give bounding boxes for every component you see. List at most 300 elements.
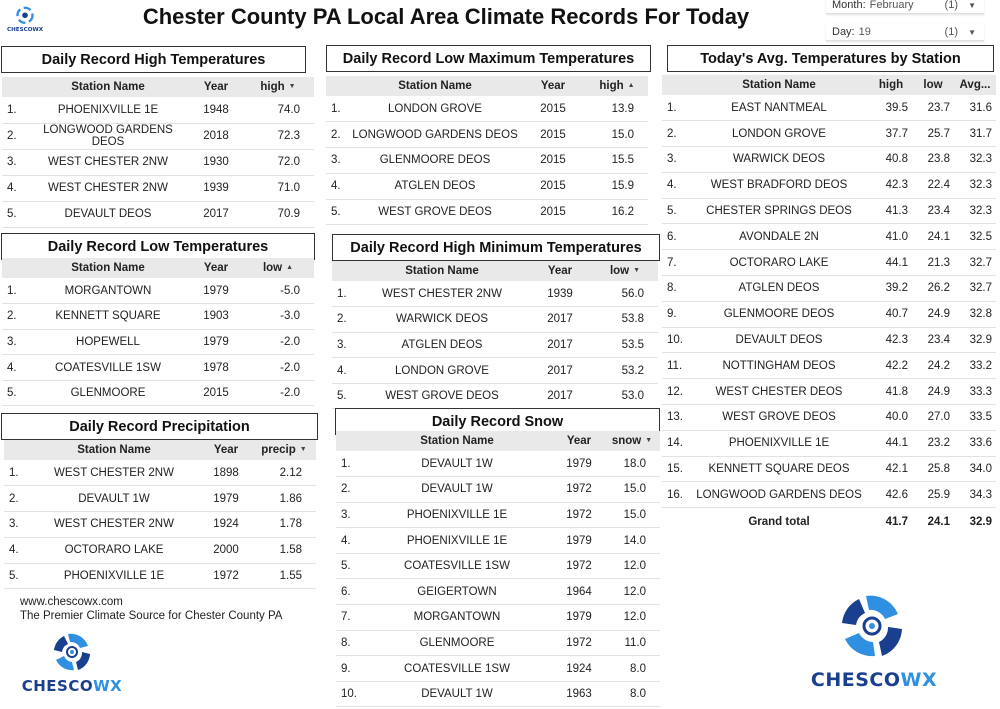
col-header-high-label: high [260, 81, 285, 93]
year-value: 1964 [554, 579, 604, 605]
high-temps-table [2, 77, 314, 228]
high-value: 39.2 [870, 276, 912, 302]
year-value: 1972 [554, 502, 604, 528]
station-name: PHOENIXVILLE 1E [360, 528, 554, 554]
col-header-high[interactable] [242, 77, 314, 97]
low-value: 24.9 [912, 301, 954, 327]
station-name: PHOENIXVILLE 1E [688, 430, 870, 456]
table-row [662, 147, 996, 173]
record-value: 53.0 [592, 383, 658, 409]
year-value: 1972 [200, 563, 252, 589]
record-value: 11.0 [604, 630, 660, 656]
record-value: 1.55 [252, 563, 316, 589]
tagline: The Premier Climate Source for Chester County PA [20, 610, 283, 622]
low-value: 24.9 [912, 379, 954, 405]
high-value: 41.8 [870, 379, 912, 405]
total-avg: 32.9 [969, 516, 992, 528]
station-name: LONGWOOD GARDENS DEOS [688, 482, 870, 508]
station-name: WEST GROVE DEOS [688, 405, 870, 431]
station-name: WEST CHESTER DEOS [688, 379, 870, 405]
station-name: GLENMOORE [26, 380, 190, 406]
table-row [336, 605, 660, 631]
year-value: 1979 [554, 451, 604, 477]
row-index: 3. [4, 512, 28, 538]
table-row [332, 307, 658, 333]
station-name: GLENMOORE [360, 630, 554, 656]
high-value: 42.1 [870, 456, 912, 482]
table-row [662, 224, 996, 250]
year-value: 1898 [200, 460, 252, 486]
website-link[interactable]: www.chescowx.com [20, 596, 123, 608]
page-title: Chester County PA Local Area Climate Records For Today [142, 4, 750, 29]
avg-temps-title: Today's Avg. Temperatures by Station [667, 45, 994, 72]
row-index: 3. [326, 148, 350, 174]
avg-value: 32.9 [954, 327, 996, 353]
row-index: 9. [336, 656, 360, 682]
low-value: 26.2 [912, 276, 954, 302]
table-row [4, 537, 316, 563]
avg-value: 34.3 [954, 482, 996, 508]
year-value: 1979 [190, 278, 242, 304]
low-value: 27.0 [912, 405, 954, 431]
table-row [662, 456, 996, 482]
table-row [662, 121, 996, 147]
col-header-year[interactable]: Year [190, 77, 242, 97]
avg-value: 31.6 [954, 95, 996, 121]
low-value: 22.4 [912, 172, 954, 198]
table-row [4, 512, 316, 538]
row-index: 1. [662, 95, 688, 121]
row-index: 5. [332, 383, 356, 409]
table-row [662, 250, 996, 276]
table-row [336, 681, 660, 707]
high-value: 39.5 [870, 95, 912, 121]
logo-word-2: WX [93, 677, 122, 695]
table-row [662, 327, 996, 353]
station-name: DEVAULT DEOS [26, 201, 190, 227]
row-index: 4. [326, 173, 350, 199]
chescowx-logo-icon [22, 628, 122, 696]
row-index: 3. [2, 149, 26, 175]
top-logo-text: CHESCOWX [6, 27, 44, 34]
avg-value: 32.3 [954, 147, 996, 173]
row-index: 14. [662, 430, 688, 456]
row-index: 4. [662, 172, 688, 198]
year-value: 2017 [528, 332, 592, 358]
row-index: 2. [4, 486, 28, 512]
avg-value: 33.5 [954, 405, 996, 431]
sort-desc-icon: ▼ [645, 437, 653, 445]
avg-value: 31.7 [954, 121, 996, 147]
station-name: MORGANTOWN [360, 605, 554, 631]
station-name: COATESVILLE 1SW [26, 355, 190, 381]
record-value: 72.3 [242, 123, 314, 149]
high-value: 40.0 [870, 405, 912, 431]
low-value: 23.8 [912, 147, 954, 173]
table-row [2, 175, 314, 201]
logo-word-1: CHESCO [22, 677, 94, 695]
table-row [662, 379, 996, 405]
year-value: 1979 [554, 605, 604, 631]
col-header-year[interactable]: Year [520, 76, 586, 96]
low-temps-title: Daily Record Low Temperatures [1, 233, 315, 260]
station-name: HOPEWELL [26, 329, 190, 355]
chescowx-logo-icon [808, 592, 940, 692]
avg-value: 32.7 [954, 250, 996, 276]
avg-value: 32.3 [954, 198, 996, 224]
year-value: 1924 [554, 656, 604, 682]
table-row [2, 97, 314, 123]
row-index: 3. [336, 502, 360, 528]
table-row [662, 353, 996, 379]
year-value: 1963 [554, 681, 604, 707]
record-value: 15.5 [586, 148, 648, 174]
row-index: 5. [336, 553, 360, 579]
grand-total-row [662, 508, 996, 536]
station-name: NOTTINGHAM DEOS [688, 353, 870, 379]
station-name: WEST GROVE DEOS [350, 199, 520, 225]
row-index: 5. [2, 380, 26, 406]
low-value: 25.7 [912, 121, 954, 147]
row-index: 7. [336, 605, 360, 631]
year-value: 1939 [528, 281, 592, 307]
record-value: 56.0 [592, 281, 658, 307]
row-index: 5. [2, 201, 26, 227]
row-index: 1. [4, 460, 28, 486]
record-value: 15.0 [604, 502, 660, 528]
table-row [336, 502, 660, 528]
station-name: OCTORARO LAKE [688, 250, 870, 276]
col-header-low-label: low [609, 265, 630, 277]
year-value: 1972 [554, 553, 604, 579]
col-header-high-label: high [599, 80, 624, 92]
table-row [662, 430, 996, 456]
record-value: -2.0 [242, 329, 314, 355]
col-header-low[interactable] [592, 261, 658, 281]
station-name: DEVAULT 1W [360, 681, 554, 707]
col-header-station[interactable]: Station Name [350, 76, 520, 96]
year-value: 2015 [190, 380, 242, 406]
station-name: CHESTER SPRINGS DEOS [688, 198, 870, 224]
record-value: -3.0 [242, 304, 314, 330]
row-index: 2. [332, 307, 356, 333]
station-name: WEST CHESTER 2NW [28, 460, 200, 486]
year-value: 1979 [554, 528, 604, 554]
row-index: 8. [662, 276, 688, 302]
year-value: 2015 [520, 173, 586, 199]
row-index: 3. [662, 147, 688, 173]
col-header-avg[interactable]: Avg... [954, 75, 996, 95]
station-name: DEVAULT 1W [360, 477, 554, 503]
low-value: 23.4 [912, 198, 954, 224]
high-value: 44.1 [870, 250, 912, 276]
table-row [332, 358, 658, 384]
table-row [326, 199, 648, 225]
chevron-down-icon: ▼ [968, 27, 976, 37]
record-value: 15.9 [586, 173, 648, 199]
col-header-station[interactable]: Station Name [28, 440, 200, 460]
row-index: 1. [2, 97, 26, 123]
station-name: ATGLEN DEOS [688, 276, 870, 302]
record-value: 12.0 [604, 579, 660, 605]
year-value: 2017 [190, 201, 242, 227]
year-value: 1972 [554, 630, 604, 656]
record-value: 18.0 [604, 451, 660, 477]
high-value: 40.7 [870, 301, 912, 327]
logo-word-1: CHESCO [810, 669, 901, 691]
year-value: 1930 [190, 149, 242, 175]
record-value: 15.0 [604, 477, 660, 503]
row-index: 6. [662, 224, 688, 250]
total-high: 41.7 [885, 516, 908, 528]
station-name: AVONDALE 2N [688, 224, 870, 250]
row-index: 5. [662, 198, 688, 224]
snow-title: Daily Record Snow [335, 408, 660, 435]
record-value: 2.12 [252, 460, 316, 486]
avg-value: 32.7 [954, 276, 996, 302]
record-value: 14.0 [604, 528, 660, 554]
row-index: 4. [2, 355, 26, 381]
high-value: 44.1 [870, 430, 912, 456]
station-name: GLENMOORE DEOS [688, 301, 870, 327]
year-value: 2015 [520, 199, 586, 225]
svg-text:CHESCOWX [811, 669, 937, 691]
station-name: LONDON GROVE [688, 121, 870, 147]
row-index: 4. [336, 528, 360, 554]
high-value: 37.7 [870, 121, 912, 147]
col-header-precip-label: precip [261, 444, 296, 456]
total-low: 24.1 [927, 516, 950, 528]
row-index: 2. [326, 122, 350, 148]
station-name: LONGWOOD GARDENS DEOS [350, 122, 520, 148]
record-value: 8.0 [604, 681, 660, 707]
col-header-year[interactable]: Year [190, 258, 242, 278]
table-row [2, 123, 314, 149]
avg-value: 33.3 [954, 379, 996, 405]
year-value: 1978 [190, 355, 242, 381]
station-name: KENNETT SQUARE DEOS [688, 456, 870, 482]
station-name: GEIGERTOWN [360, 579, 554, 605]
table-row [2, 380, 314, 406]
sort-asc-icon: ▲ [627, 82, 635, 90]
record-value: 74.0 [242, 97, 314, 123]
station-name: PHOENIXVILLE 1E [360, 502, 554, 528]
table-row [332, 281, 658, 307]
station-name: GLENMOORE DEOS [350, 148, 520, 174]
low-value: 23.7 [912, 95, 954, 121]
month-filter-label: Month: [832, 0, 866, 11]
row-index: 13. [662, 405, 688, 431]
low-temps-table [2, 258, 314, 406]
record-value: 1.86 [252, 486, 316, 512]
station-name: OCTORARO LAKE [28, 537, 200, 563]
logo-word-2: WX [900, 669, 938, 691]
station-name: COATESVILLE 1SW [360, 656, 554, 682]
year-value: 1979 [190, 329, 242, 355]
low-max-table [326, 76, 648, 225]
col-header-snow-label: snow [611, 435, 642, 447]
station-name: WEST CHESTER 2NW [26, 175, 190, 201]
row-index: 8. [336, 630, 360, 656]
col-header-low-label: low [262, 262, 283, 274]
table-row [4, 460, 316, 486]
low-value: 25.8 [912, 456, 954, 482]
year-value: 2017 [528, 358, 592, 384]
low-value: 23.2 [912, 430, 954, 456]
year-value: 1924 [200, 512, 252, 538]
avg-value: 32.5 [954, 224, 996, 250]
row-index: 10. [662, 327, 688, 353]
sort-desc-icon: ▼ [288, 83, 296, 91]
table-row [4, 486, 316, 512]
day-filter[interactable] [826, 24, 984, 41]
station-name: PHOENIXVILLE 1E [28, 563, 200, 589]
col-header-low[interactable]: low [912, 75, 954, 95]
record-value: 53.5 [592, 332, 658, 358]
low-value: 21.3 [912, 250, 954, 276]
station-name: DEVAULT DEOS [688, 327, 870, 353]
high-value: 42.2 [870, 353, 912, 379]
col-header-year[interactable]: Year [200, 440, 252, 460]
row-index: 1. [2, 278, 26, 304]
high-value: 42.6 [870, 482, 912, 508]
low-value: 23.4 [912, 327, 954, 353]
sort-desc-icon: ▼ [633, 267, 641, 275]
year-value: 1972 [554, 477, 604, 503]
station-name: LONDON GROVE [356, 358, 528, 384]
col-header-precip[interactable] [252, 440, 316, 460]
low-value: 25.9 [912, 482, 954, 508]
year-value: 2017 [528, 307, 592, 333]
precip-title: Daily Record Precipitation [1, 413, 318, 440]
row-index: 3. [332, 332, 356, 358]
station-name: WEST CHESTER 2NW [26, 149, 190, 175]
table-row [326, 148, 648, 174]
col-header-year[interactable]: Year [554, 431, 604, 451]
high-value: 42.3 [870, 172, 912, 198]
col-header-low[interactable] [242, 258, 314, 278]
row-index: 10. [336, 681, 360, 707]
station-name: KENNETT SQUARE [26, 304, 190, 330]
high-temps-title: Daily Record High Temperatures [1, 46, 306, 73]
year-value: 2015 [520, 148, 586, 174]
high-value: 41.0 [870, 224, 912, 250]
row-index: 12. [662, 379, 688, 405]
low-max-title: Daily Record Low Maximum Temperatures [326, 45, 651, 72]
col-header-high[interactable]: high [870, 75, 912, 95]
col-header-station[interactable]: Station Name [26, 258, 190, 278]
table-row [326, 96, 648, 122]
high-value: 42.3 [870, 327, 912, 353]
row-index: 5. [4, 563, 28, 589]
row-index: 7. [662, 250, 688, 276]
sort-asc-icon: ▲ [286, 264, 294, 272]
row-index: 4. [2, 175, 26, 201]
table-row [336, 553, 660, 579]
low-value: 24.1 [912, 224, 954, 250]
year-value: 2000 [200, 537, 252, 563]
sort-desc-icon: ▼ [299, 446, 307, 454]
col-header-station[interactable]: Station Name [356, 261, 528, 281]
record-value: -5.0 [242, 278, 314, 304]
row-index: 4. [4, 537, 28, 563]
year-value: 2017 [528, 383, 592, 409]
table-row [332, 332, 658, 358]
col-header-snow[interactable] [604, 431, 660, 451]
row-index: 6. [336, 579, 360, 605]
day-filter-count: (1) [944, 26, 958, 38]
station-name: WARWICK DEOS [688, 147, 870, 173]
record-value: 72.0 [242, 149, 314, 175]
year-value: 1939 [190, 175, 242, 201]
record-value: -2.0 [242, 380, 314, 406]
row-index: 9. [662, 301, 688, 327]
day-filter-label: Day: [832, 26, 855, 38]
record-value: 16.2 [586, 199, 648, 225]
record-value: 15.0 [586, 122, 648, 148]
month-filter-count: (1) [944, 0, 958, 11]
table-row [336, 477, 660, 503]
station-name: ATGLEN DEOS [350, 173, 520, 199]
year-value: 2015 [520, 96, 586, 122]
table-row [336, 451, 660, 477]
row-index: 2. [662, 121, 688, 147]
table-row [2, 304, 314, 330]
table-row [2, 201, 314, 227]
month-filter[interactable] [826, 0, 984, 14]
table-row [336, 656, 660, 682]
high-min-title: Daily Record High Minimum Temperatures [332, 234, 660, 261]
table-row [662, 482, 996, 508]
station-name: WEST CHESTER 2NW [356, 281, 528, 307]
station-name: COATESVILLE 1SW [360, 553, 554, 579]
record-value: 53.8 [592, 307, 658, 333]
col-header-station[interactable]: Station Name [360, 431, 554, 451]
month-filter-value: February [869, 0, 914, 11]
record-value: 12.0 [604, 605, 660, 631]
col-header-year[interactable]: Year [528, 261, 592, 281]
col-header-high[interactable] [586, 76, 648, 96]
record-value: 71.0 [242, 175, 314, 201]
station-name: PHOENIXVILLE 1E [26, 97, 190, 123]
station-name: WARWICK DEOS [356, 307, 528, 333]
record-value: 12.0 [604, 553, 660, 579]
col-header-station[interactable]: Station Name [26, 77, 190, 97]
record-value: 8.0 [604, 656, 660, 682]
row-index: 4. [332, 358, 356, 384]
table-row [326, 122, 648, 148]
high-value: 40.8 [870, 147, 912, 173]
year-value: 1903 [190, 304, 242, 330]
station-name: DEVAULT 1W [28, 486, 200, 512]
low-value: 24.2 [912, 353, 954, 379]
table-row [326, 173, 648, 199]
chescowx-logo-icon [6, 4, 44, 34]
snow-table [336, 431, 660, 707]
chevron-down-icon: ▼ [968, 0, 976, 10]
table-row [336, 579, 660, 605]
station-name: EAST NANTMEAL [688, 95, 870, 121]
row-index: 2. [2, 304, 26, 330]
station-name: WEST CHESTER 2NW [28, 512, 200, 538]
table-row [662, 95, 996, 121]
col-header-station[interactable]: Station Name [688, 75, 870, 95]
avg-value: 33.6 [954, 430, 996, 456]
table-row [332, 383, 658, 409]
row-index: 15. [662, 456, 688, 482]
table-row [2, 149, 314, 175]
table-row [662, 301, 996, 327]
